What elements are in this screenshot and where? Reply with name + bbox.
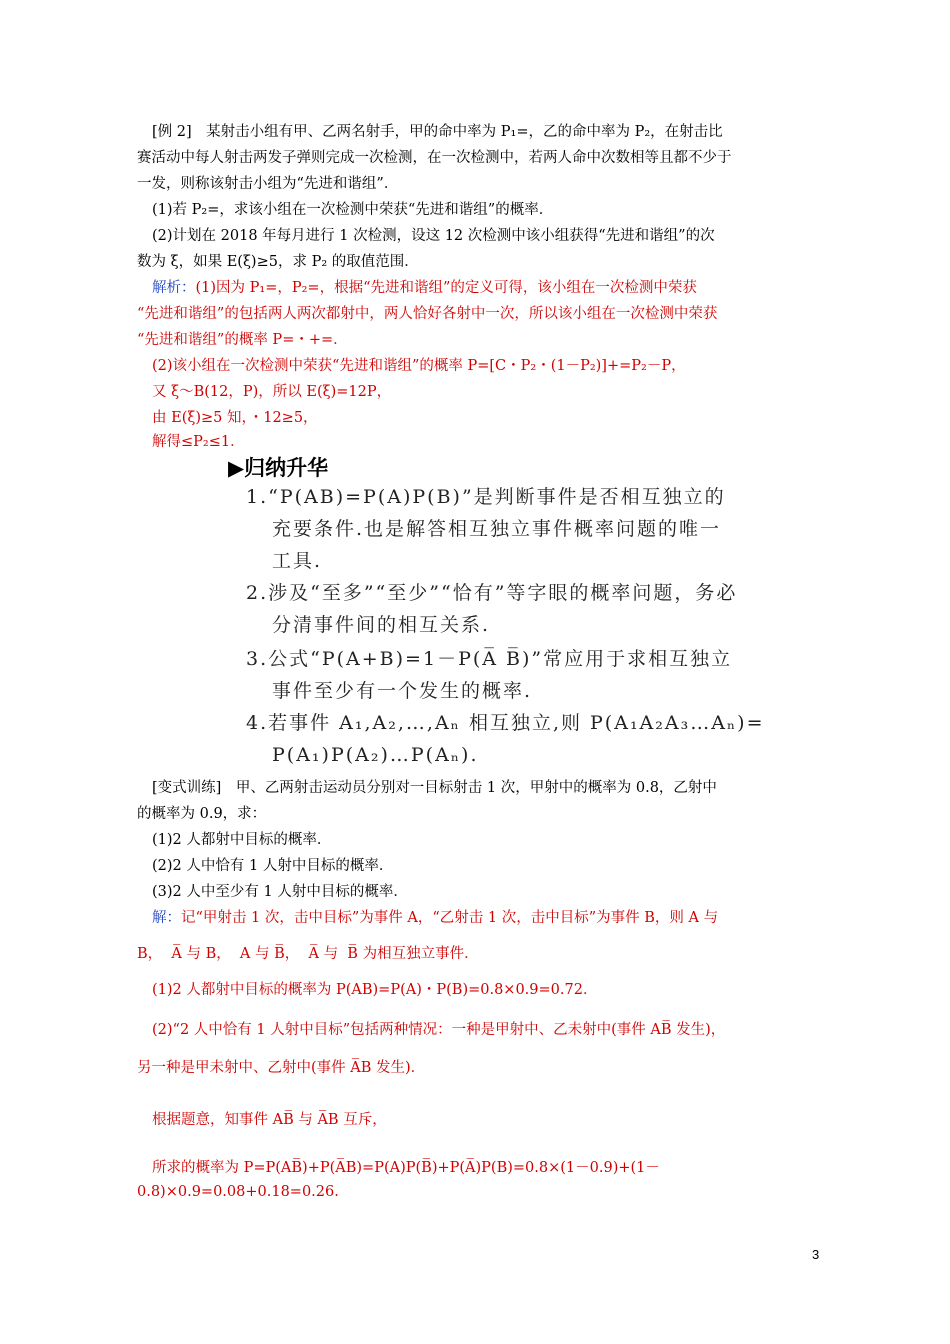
summary-heading: ▶归纳升华 <box>228 456 329 480</box>
solution-line-7: 解得≤P₂≤1． <box>152 434 245 450</box>
example-line-6: 数为 ξ，如果 E(ξ)≥5，求 P₂ 的取值范围． <box>137 254 419 270</box>
answer-line-7: 所求的概率为 P=P(AB̅)+P(A̅B)=P(A)P(B̅)+P(A̅)P(B)=0.8×(1－0.9)+(1－ <box>152 1160 660 1176</box>
example-line-1: [例 2] 某射击小组有甲、乙两名射手，甲的命中率为 P₁=，乙的命中率为 P₂，在射击比 <box>152 124 723 140</box>
summary-line-3: 工具. <box>272 550 323 572</box>
summary-line-5: 分清事件间的相互关系. <box>272 614 491 636</box>
answer-line-8: 0.8)×0.9=0.08+0.18=0.26. <box>137 1184 339 1200</box>
exercise-line-2: 的概率为 0.9，求： <box>137 806 267 822</box>
solution-line-1 <box>152 278 697 298</box>
solution-label: 解析： <box>152 280 196 296</box>
summary-line-1: 1.“P(AB)=P(A)P(B)”是判断事件是否相互独立的 <box>246 486 726 508</box>
solution-line-2: “先进和谐组”的包括两人两次都射中，两人恰好各射中一次，所以该小组在一次检测中荣获 <box>137 306 718 322</box>
summary-line-7: 事件至少有一个发生的概率. <box>272 680 533 702</box>
solution-line-5: 又 ξ～B(12，P)，所以 E(ξ)=12P， <box>152 384 392 400</box>
answer-text: 记“甲射击 1 次，击中目标”为事件 A，“乙射击 1 次，击中目标”为事件 B，则 A 与 <box>181 910 719 926</box>
summary-line-6: 3.公式“P(A+B)=1－P(A̅ B̅)”常应用于求相互独立 <box>246 648 733 670</box>
answer-line-3: (1)2 人都射中目标的概率为 P(AB)=P(A)・P(B)=0.8×0.9=0.72． <box>152 982 598 998</box>
example-line-5: (2)计划在 2018 年每月进行 1 次检测，设这 12 次检测中该小组获得“先进和谐组”的次 <box>152 228 715 244</box>
exercise-line-4: (2)2 人中恰有 1 人射中目标的概率． <box>152 858 394 874</box>
exercise-line-1: [变式训练] 甲、乙两射击运动员分别对一目标射击 1 次，甲射中的概率为 0.8，乙射中 <box>152 780 717 796</box>
example-line-2: 赛活动中每人射击两发子弹则完成一次检测，在一次检测中，若两人命中次数相等且都不少于 <box>137 150 732 166</box>
summary-line-2: 充要条件.也是解答相互独立事件概率问题的唯一 <box>272 518 722 540</box>
example-line-4: (1)若 P₂=，求该小组在一次检测中荣获“先进和谐组”的概率． <box>152 202 554 218</box>
answer-line-4: (2)“2 人中恰有 1 人射中目标”包括两种情况：一种是甲射中、乙未射中(事件 AB̅ 发生)， <box>152 1022 726 1038</box>
solution-line-3: “先进和谐组”的概率 P=・+=． <box>137 332 348 348</box>
summary-line-8: 4.若事件 A₁,A₂,…,Aₙ 相互独立,则 P(A₁A₂A₃…Aₙ)= <box>246 712 765 734</box>
exercise-line-5: (3)2 人中至少有 1 人射中目标的概率． <box>152 884 408 900</box>
example-line-3: 一发，则称该射击小组为“先进和谐组”． <box>137 176 399 192</box>
summary-line-9: P(A₁)P(A₂)…P(Aₙ). <box>272 744 479 766</box>
answer-line-1 <box>152 908 718 928</box>
solution-text: (1)因为 P₁=，P₂=，根据“先进和谐组”的定义可得，该小组在一次检测中荣获 <box>195 280 697 296</box>
answer-line-5: 另一种是甲未射中、乙射中(事件 A̅B 发生)． <box>137 1060 426 1076</box>
solution-line-6: 由 E(ξ)≥5 知，・12≥5， <box>152 410 318 426</box>
answer-label: 解： <box>152 910 181 926</box>
solution-line-4: (2)该小组在一次检测中荣获“先进和谐组”的概率 P=[C・P₂・(1－P₂)]+=P₂－P， <box>152 358 686 374</box>
summary-line-4: 2.涉及“至多”“至少”“恰有”等字眼的概率问题，务必 <box>246 582 738 604</box>
exercise-line-3: (1)2 人都射中目标的概率． <box>152 832 332 848</box>
page-number: 3 <box>812 1247 820 1262</box>
answer-line-6: 根据题意，知事件 AB̅ 与 A̅B 互斥， <box>152 1112 387 1128</box>
answer-line-2: B， A̅ 与 B， A 与 B̅， A̅ 与 B̅ 为相互独立事件． <box>137 946 479 962</box>
